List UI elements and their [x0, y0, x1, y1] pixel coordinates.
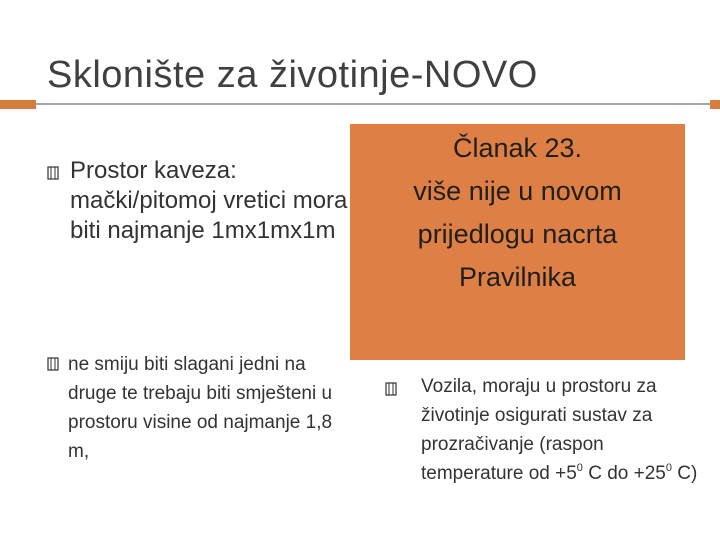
bullet-vehicles	[421, 372, 701, 488]
callout-line: Članak 23.	[452, 133, 583, 163]
title-accent-right	[710, 100, 720, 109]
article-callout	[350, 124, 685, 360]
bullet-vehicles-text: C)	[671, 463, 698, 484]
callout-line: prijedlogu nacrta	[417, 219, 618, 249]
bullet-cage-size: Prostor kaveza: mački/pitomoj vretici mora biti najmanje 1mx1mx1m	[70, 157, 348, 244]
superscript: 0	[665, 462, 672, 474]
callout-line: više nije u novom	[413, 176, 622, 206]
bullet-vehicles-text: Vozila, moraju u prostoru za životinje osigurati sustav za prozračivanje (raspon temperature od +5	[421, 376, 657, 484]
box-bullet-icon	[385, 382, 397, 396]
callout-line: Pravilnika	[458, 262, 577, 292]
superscript: 0	[576, 462, 583, 474]
box-bullet-icon	[47, 357, 59, 371]
slide-title: Sklonište za životinje-NOVO	[47, 54, 538, 96]
title-accent-left	[0, 100, 36, 109]
bullet-stacking: ne smiju biti slagani jedni na druge te trebaju biti smješteni u prostoru visine od najmanje 1,8 m,	[68, 354, 333, 462]
bullet-vehicles-text: C do +25	[582, 463, 666, 484]
title-divider	[0, 103, 720, 105]
box-bullet-icon	[47, 166, 59, 180]
